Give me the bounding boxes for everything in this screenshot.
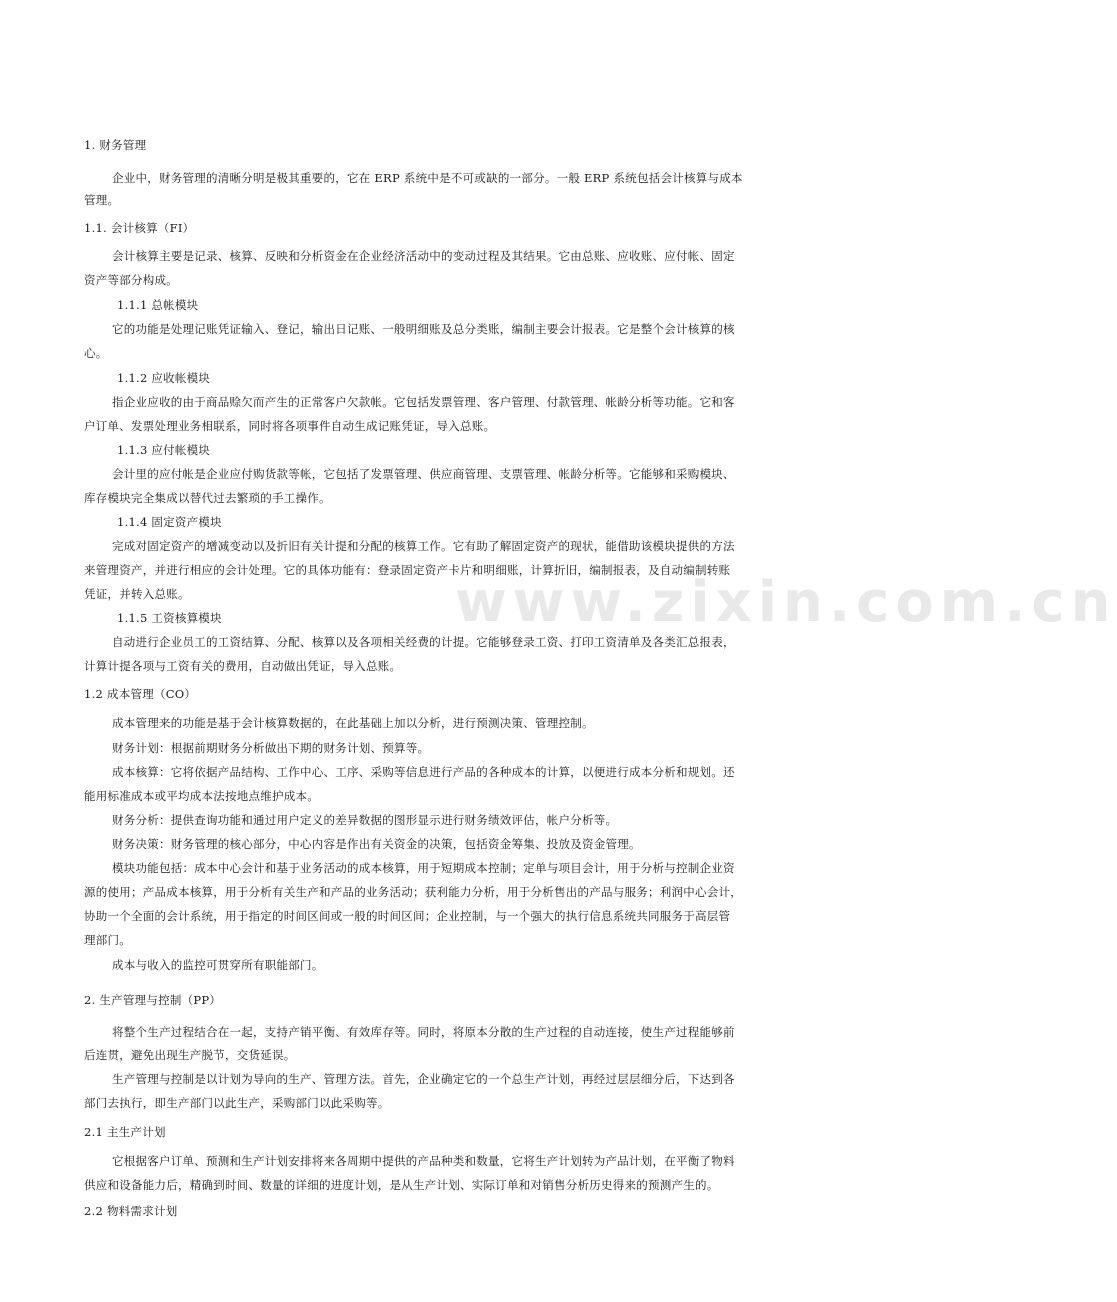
paragraph-line: 后连贯，避免出现生产脱节，交货延误。 [84, 1048, 296, 1062]
paragraph-line: 库存模块完全集成以替代过去繁琐的手工操作。 [84, 491, 331, 505]
paragraph-line: 成本核算：它将依据产品结构、工作中心、工序、采购等信息进行产品的各种成本的计算，以便进行成本分析和规划。还 [112, 765, 735, 779]
paragraph-line: 它根据客户订单、预测和生产计划安排将来各周期中提供的产品种类和数量，它将生产计划转为产品计划，在平衡了物料 [112, 1154, 735, 1168]
heading-1-1-1: 1.1.1 总帐模块 [117, 298, 199, 312]
paragraph-line: 生产管理与控制是以计划为导向的生产、管理方法。首先，企业确定它的一个总生产计划，再经过层层细分后，下达到各 [112, 1072, 735, 1086]
paragraph-line: 指企业应收的由于商品赊欠而产生的正常客户欠款帐。它包括发票管理、客户管理、付款管理、帐龄分析等功能。它和客 [112, 395, 735, 409]
paragraph-line: 心。 [84, 346, 108, 360]
heading-2: 2. 生产管理与控制（PP） [84, 993, 222, 1007]
paragraph-line: 供应和设备能力后，精确到时间、数量的详细的进度计划，是从生产计划、实际订单和对销售分析历史得来的预测产生的。 [84, 1178, 719, 1192]
watermark: www.zixin.com.cn [455, 570, 1117, 635]
heading-1-1-5: 1.1.5 工资核算模块 [117, 611, 222, 625]
paragraph-line: 会计核算主要是记录、核算、反映和分析资金在企业经济活动中的变动过程及其结果。它由总账、应收账、应付帐、固定 [112, 249, 735, 263]
heading-2-1: 2.1 主生产计划 [84, 1125, 166, 1139]
paragraph-line: 部门去执行，即生产部门以此生产，采购部门以此采购等。 [84, 1096, 390, 1110]
paragraph-line: 会计里的应付帐是企业应付购货款等帐，它包括了发票管理、供应商管理、支票管理、帐龄分析等。它能够和采购模块、 [112, 467, 735, 481]
paragraph-line: 财务决策：财务管理的核心部分，中心内容是作出有关资金的决策，包括资金筹集、投放及资金管理。 [112, 837, 641, 851]
heading-2-2: 2.2 物料需求计划 [84, 1204, 178, 1218]
paragraph-line: 自动进行企业员工的工资结算、分配、核算以及各项相关经费的计提。它能够登录工资、打印工资清单及各类汇总报表， [112, 635, 735, 649]
paragraph-line: 财务分析：提供查询功能和通过用户定义的差异数据的图形显示进行财务绩效评估，帐户分析等。 [112, 813, 618, 827]
paragraph-line: 模块功能包括：成本中心会计和基于业务活动的成本核算，用于短期成本控制；定单与项目会计，用于分析与控制企业资 [112, 861, 735, 875]
paragraph-line: 企业中，财务管理的清晰分明是极其重要的，它在 ERP 系统中是不可或缺的一部分。一般 ERP 系统包括会计核算与成本 [112, 171, 743, 185]
paragraph-line: 财务计划：根据前期财务分析做出下期的财务计划、预算等。 [112, 741, 430, 755]
paragraph-line: 它的功能是处理记账凭证输入、登记，输出日记账、一般明细账及总分类账，编制主要会计报表。它是整个会计核算的核 [112, 322, 735, 336]
paragraph-line: 资产等部分构成。 [84, 273, 178, 287]
heading-1-1-3: 1.1.3 应付帐模块 [117, 443, 211, 457]
heading-1-1-4: 1.1.4 固定资产模块 [117, 515, 222, 529]
paragraph-line: 协助一个全面的会计系统，用于指定的时间区间或一般的时间区间；企业控制，与一个强大的执行信息系统共同服务于高层管 [84, 909, 731, 923]
heading-1-2: 1.2 成本管理（CO） [84, 687, 197, 701]
paragraph-line: 成本管理来的功能是基于会计核算数据的，在此基础上加以分析，进行预测决策、管理控制。 [112, 716, 594, 730]
paragraph-line: 管理。 [84, 193, 120, 207]
paragraph-line: 理部门。 [84, 933, 131, 947]
paragraph-line: 成本与收入的监控可贯穿所有职能部门。 [112, 958, 324, 972]
heading-1-1: 1.1. 会计核算（FI） [84, 221, 195, 235]
paragraph-line: 来管理资产，并进行相应的会计处理。它的具体功能有：登录固定资产卡片和明细账，计算折旧，编制报表，及自动编制转账 [84, 563, 731, 577]
heading-1-1-2: 1.1.2 应收帐模块 [117, 371, 211, 385]
paragraph-line: 户订单、发票处理业务相联系，同时将各项事件自动生成记账凭证，导入总账。 [84, 419, 496, 433]
paragraph-line: 完成对固定资产的增减变动以及折旧有关计提和分配的核算工作。它有助了解固定资产的现状，能借助该模块提供的方法 [112, 539, 735, 553]
paragraph-line: 源的使用；产品成本核算，用于分析有关生产和产品的业务活动；获利能力分析，用于分析售出的产品与服务；利润中心会计， [84, 885, 742, 899]
paragraph-line: 凭证，并转入总账。 [84, 587, 190, 601]
paragraph-line: 计算计提各项与工资有关的费用，自动做出凭证，导入总账。 [84, 659, 402, 673]
paragraph-line: 将整个生产过程结合在一起，支持产销平衡、有效库存等。同时，将原本分散的生产过程的自动连接，使生产过程能够前 [112, 1025, 735, 1039]
heading-1: 1. 财务管理 [84, 138, 147, 152]
paragraph-line: 能用标准成本或平均成本法按地点维护成本。 [84, 789, 319, 803]
